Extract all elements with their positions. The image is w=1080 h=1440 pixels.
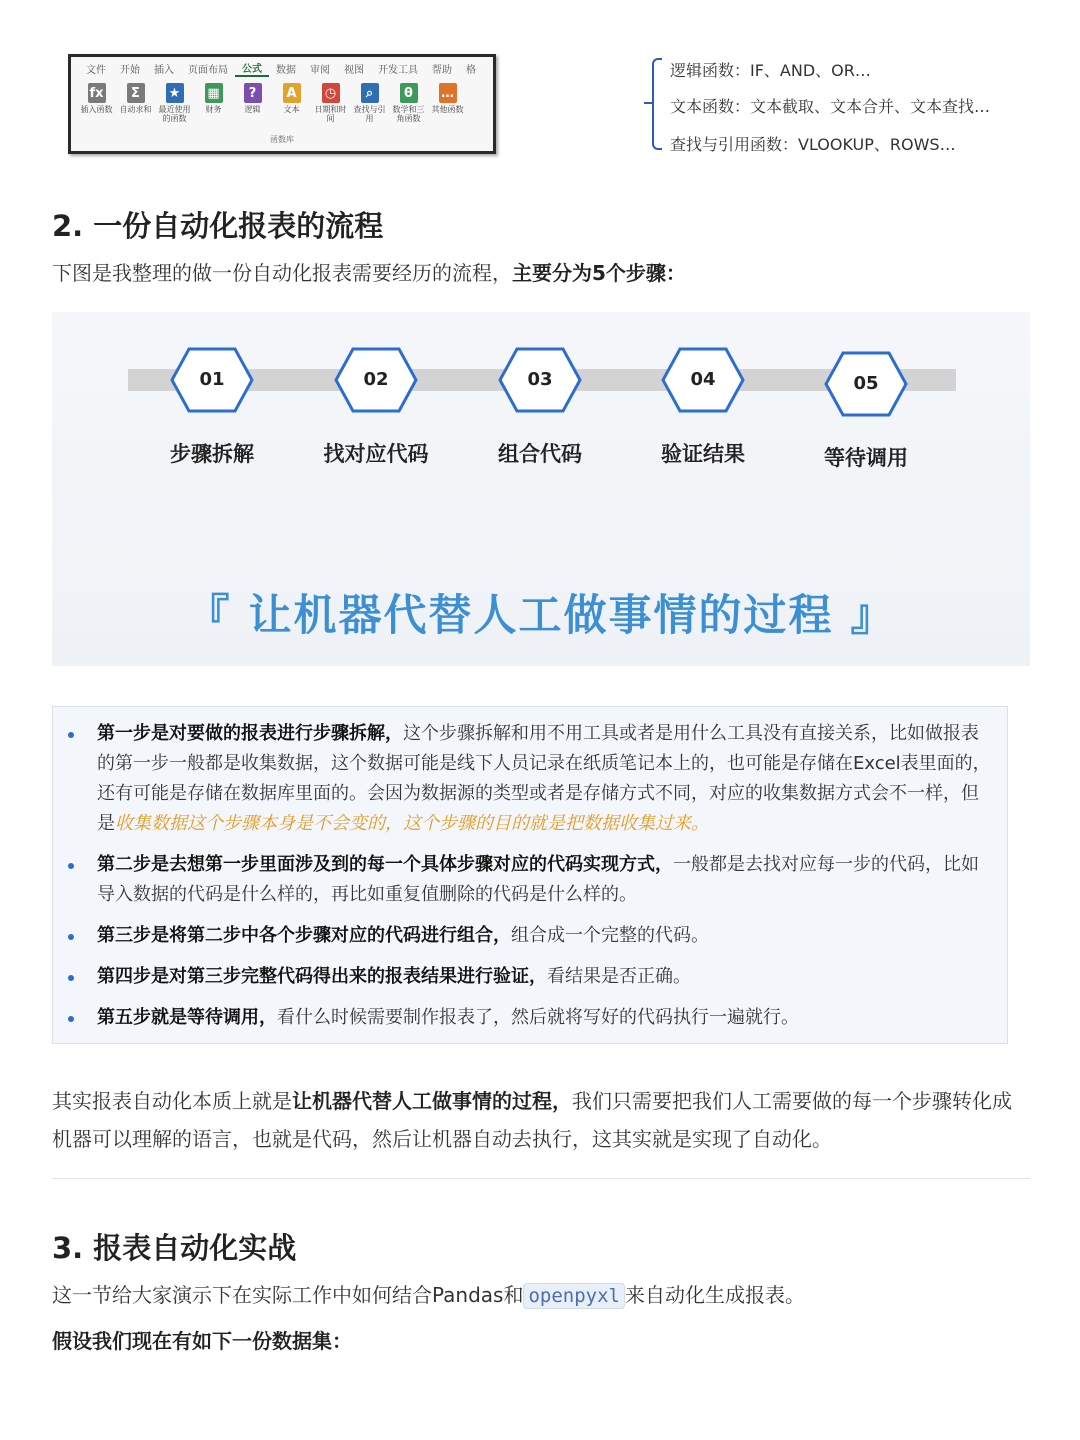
steps-note-list	[53, 707, 1007, 1033]
ribbon-button	[155, 81, 194, 123]
flow-step-label: 组合代码	[498, 442, 582, 466]
section-3-intro-pre: 这一节给大家演示下在实际工作中如何结合Pandas和	[52, 1283, 524, 1307]
note-bold: 第四步是对第三步完整代码得出来的报表结果进行验证，	[97, 966, 547, 987]
ribbon-button-label: 文本	[283, 105, 300, 114]
ribbon-button	[389, 81, 428, 123]
ribbon-button-label: 查找与引用	[353, 105, 386, 123]
flow-step-label: 等待调用	[824, 446, 908, 470]
summary-bold: 让机器代替人工做事情的过程，	[292, 1089, 572, 1113]
ribbon-button	[77, 81, 116, 123]
ribbon-tab: 数据	[276, 64, 296, 76]
ribbon-tabs	[71, 57, 493, 79]
note-bold: 第五步就是等待调用，	[97, 1007, 277, 1028]
ribbon-button-icon: Σ	[127, 83, 145, 103]
ribbon-button-icon: ⌕	[361, 83, 379, 103]
ribbon-button-icon: fx	[88, 83, 106, 103]
flow-step	[823, 350, 909, 470]
ribbon-button-label: 最近使用的函数	[158, 105, 191, 123]
flow-step	[497, 346, 583, 466]
note-item	[97, 850, 993, 910]
flow-step-label: 找对应代码	[323, 442, 429, 466]
ribbon-tab: 帮助	[432, 64, 452, 76]
note-text: 组合成一个完整的代码。	[511, 925, 709, 946]
intro-bold: 主要分为5个步骤：	[512, 261, 686, 285]
steps-note-box	[52, 706, 1008, 1044]
brace-item-text: 文本函数：文本截取、文本合并、文本查找…	[670, 97, 991, 116]
brace-bracket	[652, 58, 662, 150]
ribbon-tab: 文件	[86, 64, 106, 76]
ribbon-tab: 页面布局	[188, 64, 228, 76]
ribbon-group-label: 函数库	[270, 135, 294, 144]
ribbon-button	[272, 81, 311, 123]
summary-pre: 其实报表自动化本质上就是	[52, 1089, 292, 1113]
section-3-intro-post: 来自动化生成报表。	[624, 1283, 805, 1307]
flow-diagram	[52, 312, 1030, 666]
brace-item-lookup: 查找与引用函数：VLOOKUP、ROWS…	[670, 135, 956, 154]
ribbon-tab: 开发工具	[378, 64, 418, 76]
flow-step-number: 01	[199, 369, 225, 390]
flow-slogan: 『 让机器代替人工做事情的过程 』	[186, 591, 896, 641]
flow-step-number: 05	[853, 373, 879, 394]
ribbon-button	[233, 81, 272, 123]
ribbon-button-label: 财务	[205, 105, 222, 114]
intro-text: 下图是我整理的做一份自动化报表需要经历的流程，	[52, 261, 512, 285]
ribbon-button	[350, 81, 389, 123]
flow-step-label: 验证结果	[661, 442, 745, 466]
ribbon-tab: 公式	[235, 60, 269, 77]
ribbon-button-label: 数学和三角函数	[392, 105, 425, 123]
ribbon-button	[116, 81, 155, 123]
brace-tick	[644, 102, 652, 104]
flow-step-number: 02	[363, 369, 389, 390]
note-text: 看什么时候需要制作报表了，然后就将写好的代码执行一遍就行。	[277, 1007, 799, 1028]
section-2-intro	[52, 254, 1028, 292]
ribbon-button-label: 自动求和	[119, 105, 152, 114]
summary-paragraph	[52, 1082, 1028, 1158]
flow-step-number: 03	[527, 369, 553, 390]
note-bold: 第三步是将第二步中各个步骤对应的代码进行组合，	[97, 925, 511, 946]
note-bold: 第一步是对要做的报表进行步骤拆解，	[97, 723, 403, 744]
ribbon-tab: 开始	[120, 64, 140, 76]
ribbon-button	[428, 81, 467, 123]
flow-step-number: 04	[690, 369, 716, 390]
flow-step	[660, 346, 746, 466]
ribbon-button-label: 逻辑	[244, 105, 261, 114]
ribbon-button-icon: ▦	[205, 83, 223, 103]
ribbon-button-icon: ◷	[322, 83, 340, 103]
summary-post: 我们只需要把我们人工需要做的每一个步骤转化成机器可以理解的语言，也就是代码，然后让机器自动去执行，这其实就是实现了自动化。	[52, 1089, 1012, 1151]
note-item	[97, 1003, 993, 1033]
note-item	[97, 962, 993, 992]
function-category-list	[652, 54, 1052, 154]
section-divider	[52, 1178, 1030, 1179]
brace-item-logic: 逻辑函数：IF、AND、OR…	[670, 61, 871, 80]
ribbon-button-label: 日期和时间	[314, 105, 347, 123]
note-text: 看结果是否正确。	[547, 966, 691, 987]
ribbon-button-icon: ?	[244, 83, 262, 103]
note-item	[97, 719, 993, 839]
ribbon-buttons	[71, 79, 493, 123]
ribbon-tab: 格	[466, 64, 476, 76]
note-item	[97, 921, 993, 951]
note-text: 这个步骤拆解和用不用工具或者是用什么工具没有直接关系，比如做报表的第一步一般都是收集数据，这个数据可能是线下人员记录在纸质笔记本上的，也可能是存储在Excel表里面的，还有可能是存储在数据库里面的。会因为数据源的类型或者是存储方式不同，对应的收集数据方式会不一样，但是	[97, 723, 991, 834]
dataset-line: 假设我们现在有如下一份数据集：	[52, 1329, 352, 1353]
ribbon-tab: 插入	[154, 64, 174, 76]
ribbon-tab: 审阅	[310, 64, 330, 76]
note-highlight: 收集数据这个步骤本身是不会变的，这个步骤的目的就是把数据收集过来。	[115, 813, 709, 834]
note-bold: 第二步是去想第一步里面涉及到的每一个具体步骤对应的代码实现方式，	[97, 854, 673, 875]
note-text: 一般都是去找对应每一步的代码，比如导入数据的代码是什么样的，再比如重复值删除的代码是什么样的。	[97, 854, 979, 905]
section-3-intro	[52, 1276, 1028, 1315]
flow-step-label: 步骤拆解	[170, 442, 254, 466]
ribbon-button-icon: …	[439, 83, 457, 103]
section-3-heading: 3. 报表自动化实战	[52, 1231, 297, 1265]
ribbon-button-icon: ★	[166, 83, 184, 103]
section-2-heading: 2. 一份自动化报表的流程	[52, 209, 384, 243]
ribbon-button-icon: θ	[400, 83, 418, 103]
ribbon-button-label: 插入函数	[80, 105, 113, 114]
ribbon-button	[194, 81, 233, 123]
ribbon-button-label: 其他函数	[431, 105, 464, 114]
flow-step	[323, 346, 429, 466]
openpyxl-code: openpyxl	[523, 1283, 625, 1309]
ribbon-button	[311, 81, 350, 123]
excel-ribbon-image	[68, 54, 496, 154]
ribbon-tab: 视图	[344, 64, 364, 76]
flow-step	[169, 346, 255, 466]
ribbon-button-icon: A	[283, 83, 301, 103]
